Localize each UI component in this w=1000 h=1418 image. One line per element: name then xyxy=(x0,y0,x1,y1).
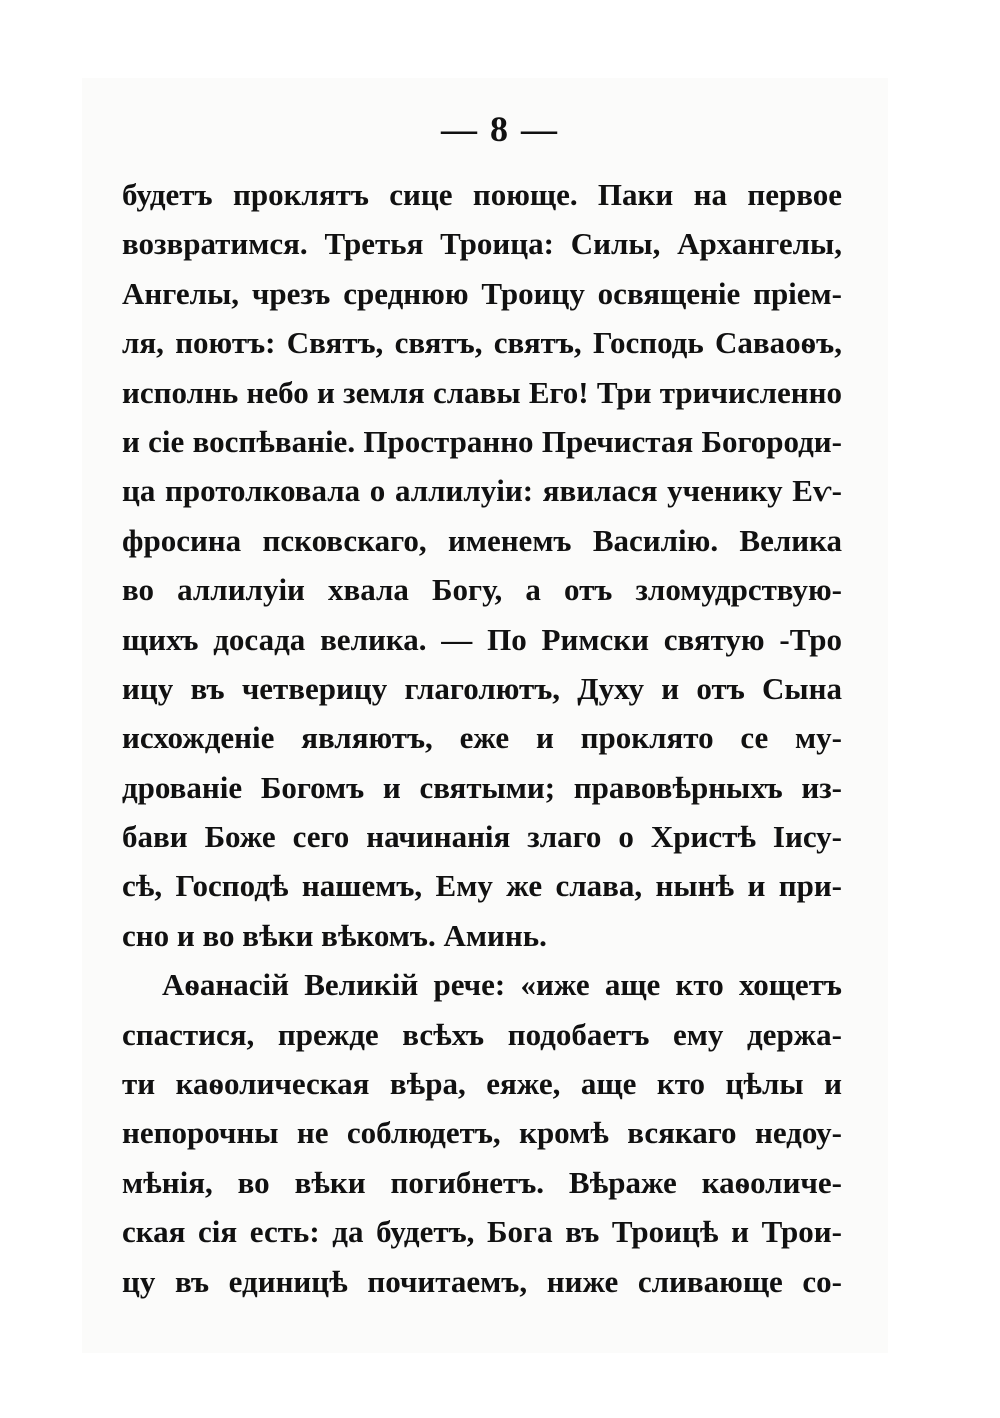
text-line: сѣ, Господѣ нашемъ, Ему же слава, нынѣ и при- xyxy=(122,868,842,904)
text-line: сно и во вѣки вѣкомъ. Аминь. xyxy=(122,917,547,953)
text-line: цу въ единицѣ почитаемъ, ниже сливающе со- xyxy=(122,1263,842,1299)
text-line: мѣнія, во вѣки погибнетъ. Вѣраже каѳоличе- xyxy=(122,1164,842,1200)
text-line: дрованіе Богомъ и святыми; правовѣрныхъ из- xyxy=(122,769,842,805)
page-number: — 8 — xyxy=(441,109,559,149)
text-line: Аѳанасій Великій рече: «иже аще кто хощетъ xyxy=(162,967,842,1003)
text-line: будетъ проклятъ сице поюще. Паки на первое xyxy=(122,177,842,212)
text-line: исхожденіе являютъ, еже и проклято се му- xyxy=(122,720,842,756)
text-line: исполнь небо и земля славы Его! Три тричисленно xyxy=(122,374,842,410)
text-line: ская сія есть: да будетъ, Бога въ Троицѣ и Трои- xyxy=(122,1214,842,1250)
text-line: ца протолковала о аллилуіи: явилася ученику Еѵ- xyxy=(122,473,842,509)
text-line: щихъ досада велика. — По Римски святую -Тро xyxy=(122,621,842,657)
text-line: бави Боже сего начинанія злаго о Христѣ Іису- xyxy=(122,819,842,855)
text-line: непорочны не соблюдетъ, кромѣ всякаго недоу- xyxy=(122,1115,842,1151)
text-line: ти каѳолическая вѣра, еяже, аще кто цѣлы и xyxy=(122,1066,842,1102)
text-line: фросина псковскаго, именемъ Василію. Велика xyxy=(122,522,842,558)
body-text xyxy=(122,170,842,1306)
text-line: ля, поютъ: Святъ, святъ, святъ, Господь Саваоѳъ, xyxy=(122,325,842,361)
text-line: возвратимся. Третья Троица: Силы, Архангелы, xyxy=(122,226,842,262)
text-line: ицу въ четверицу глаголютъ, Духу и отъ Сына xyxy=(122,670,842,706)
text-line: Ангелы, чрезъ среднюю Троицу освященіе пріем- xyxy=(122,275,842,311)
text-line: во аллилуіи хвала Богу, а отъ зломудрствую- xyxy=(122,572,842,608)
text-line: спастися, прежде всѣхъ подобаетъ ему держа- xyxy=(122,1016,842,1052)
text-line: и сіе воспѣваніе. Пространно Пречистая Богороди- xyxy=(122,423,842,459)
